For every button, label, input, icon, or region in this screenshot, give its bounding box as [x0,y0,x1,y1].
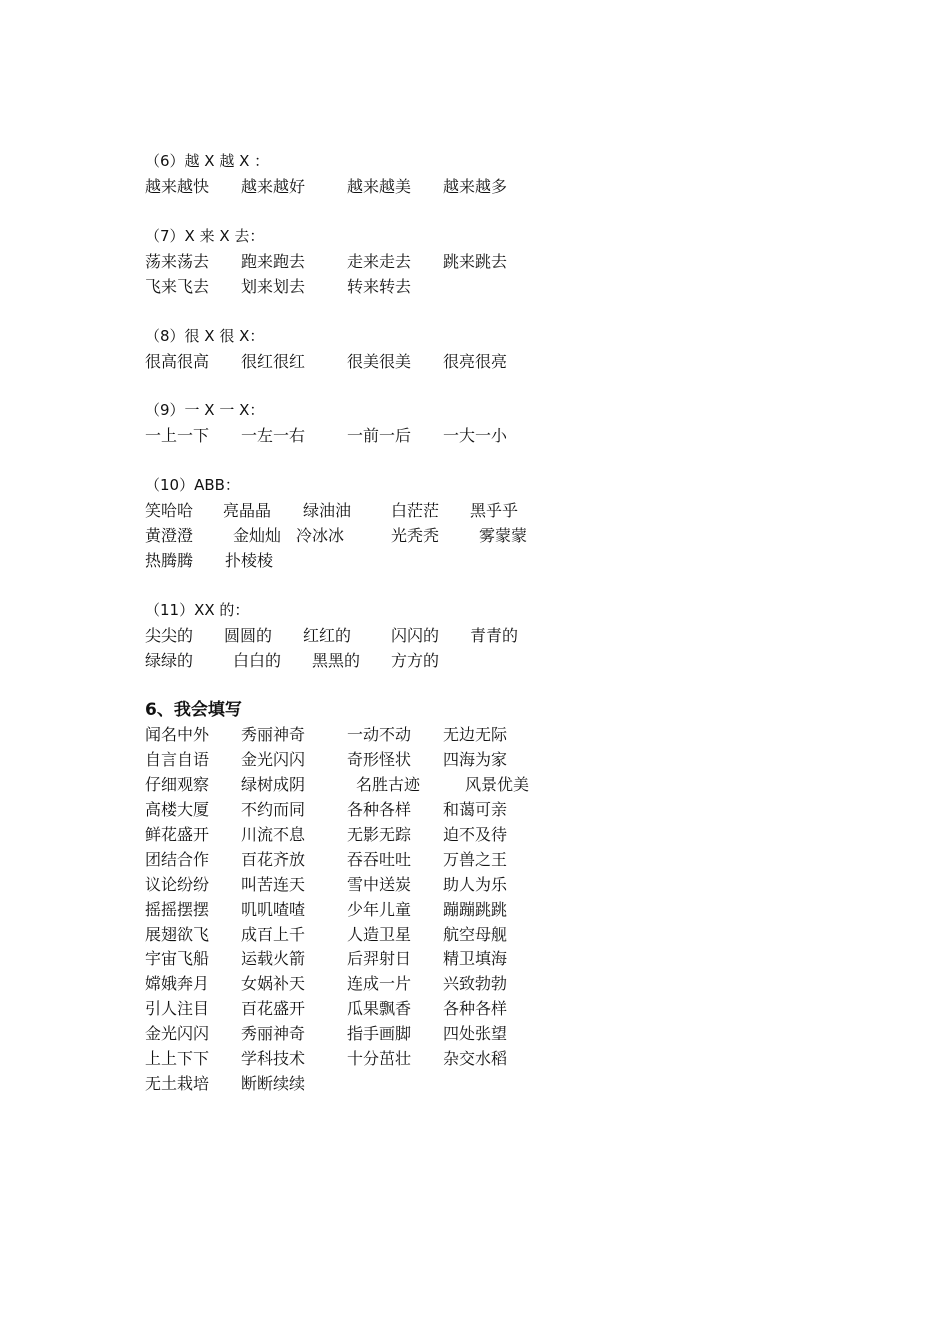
word: 无土栽培 [145,1074,210,1093]
word: 很高很高 [145,352,210,371]
word: 瓜果飘香 [347,999,412,1018]
word: 黑黑的 [312,651,361,670]
word: 团结合作 [145,850,210,869]
word: 精卫填海 [443,949,508,968]
word: 青青的 [470,626,519,645]
section-9-heading: （9）一 X 一 X： [145,401,265,419]
word: 高楼大厦 [145,800,210,819]
word: 运载火箭 [241,949,306,968]
word: 鲜花盛开 [145,825,210,844]
word: 川流不息 [241,825,306,844]
word: 绿树成阴 [241,775,306,794]
word: 飞来飞去 [145,277,210,296]
word: 金光闪闪 [241,750,306,769]
word: 展翅欲飞 [145,925,210,944]
section-11-heading: （11）XX 的： [145,601,250,619]
word: 一上一下 [145,426,210,445]
word: 秀丽神奇 [241,1024,306,1043]
word: 很美很美 [347,352,412,371]
word: 摇摇摆摆 [145,900,210,919]
word: 无边无际 [443,725,508,744]
word: 秀丽神奇 [241,725,306,744]
word: 和蔼可亲 [443,800,508,819]
word: 划来划去 [241,277,306,296]
word: 断断续续 [241,1074,306,1093]
word: 绿油油 [303,501,352,520]
word: 少年儿童 [347,900,412,919]
word: 无影无踪 [347,825,412,844]
word: 很亮很亮 [443,352,508,371]
word: 连成一片 [347,974,412,993]
word: 上上下下 [145,1049,210,1068]
word: 亮晶晶 [223,501,272,520]
word: 百花齐放 [241,850,306,869]
word: 嫦娥奔月 [145,974,210,993]
word: 四处张望 [443,1024,508,1043]
word: 名胜古迹 [356,775,421,794]
word: 四海为家 [443,750,508,769]
word: 圆圆的 [224,626,273,645]
word: 自言自语 [145,750,210,769]
word: 走来走去 [347,252,412,271]
word: 黑乎乎 [470,501,519,520]
word: 一左一右 [241,426,306,445]
word: 女娲补天 [241,974,306,993]
section-10-heading: （10）ABB： [145,476,240,494]
word: 红红的 [303,626,352,645]
section-7-heading: （7）X 来 X 去： [145,227,265,245]
word: 雾蒙蒙 [479,526,528,545]
word: 不约而同 [241,800,306,819]
fill-section-title: 6、我会填写 [145,700,242,720]
word: 吞吞吐吐 [347,850,412,869]
word: 热腾腾 [145,551,194,570]
word: 金光闪闪 [145,1024,210,1043]
word: 越来越快 [145,177,210,196]
word: 越来越好 [241,177,306,196]
word: 杂交水稻 [443,1049,508,1068]
section-6-heading: （6）越 X 越 X ： [145,152,270,170]
word: 跑来跑去 [241,252,306,271]
word: 白茫茫 [391,501,440,520]
word: 扑棱棱 [225,551,274,570]
word: 尖尖的 [145,626,194,645]
word: 学科技术 [241,1049,306,1068]
word: 各种各样 [347,800,412,819]
word: 冷冰冰 [296,526,345,545]
word: 很红很红 [241,352,306,371]
section-8-heading: （8）很 X 很 X： [145,327,265,345]
word: 笑哈哈 [145,501,194,520]
word: 人造卫星 [347,925,412,944]
word: 叽叽喳喳 [241,900,306,919]
word: 一前一后 [347,426,412,445]
word: 闻名中外 [145,725,210,744]
word: 十分茁壮 [347,1049,412,1068]
word: 引人注目 [145,999,210,1018]
word: 雪中送炭 [347,875,412,894]
word: 方方的 [391,651,440,670]
word: 迫不及待 [443,825,508,844]
word: 各种各样 [443,999,508,1018]
word: 蹦蹦跳跳 [443,900,508,919]
word: 越来越多 [443,177,508,196]
word: 百花盛开 [241,999,306,1018]
word: 一动不动 [347,725,412,744]
word: 成百上千 [241,925,306,944]
word: 越来越美 [347,177,412,196]
word: 指手画脚 [347,1024,412,1043]
word: 黄澄澄 [145,526,194,545]
word: 金灿灿 [233,526,282,545]
word: 宇宙飞船 [145,949,210,968]
word: 荡来荡去 [145,252,210,271]
word: 闪闪的 [391,626,440,645]
word: 后羿射日 [347,949,412,968]
word: 一大一小 [443,426,508,445]
word: 议论纷纷 [145,875,210,894]
word: 跳来跳去 [443,252,508,271]
word: 白白的 [233,651,282,670]
word: 转来转去 [347,277,412,296]
word: 光秃秃 [391,526,440,545]
word: 助人为乐 [443,875,508,894]
word: 风景优美 [465,775,530,794]
word: 航空母舰 [443,925,508,944]
word: 绿绿的 [145,651,194,670]
word: 仔细观察 [145,775,210,794]
word: 兴致勃勃 [443,974,508,993]
word: 万兽之王 [443,850,508,869]
word: 奇形怪状 [347,750,412,769]
word: 叫苦连天 [241,875,306,894]
